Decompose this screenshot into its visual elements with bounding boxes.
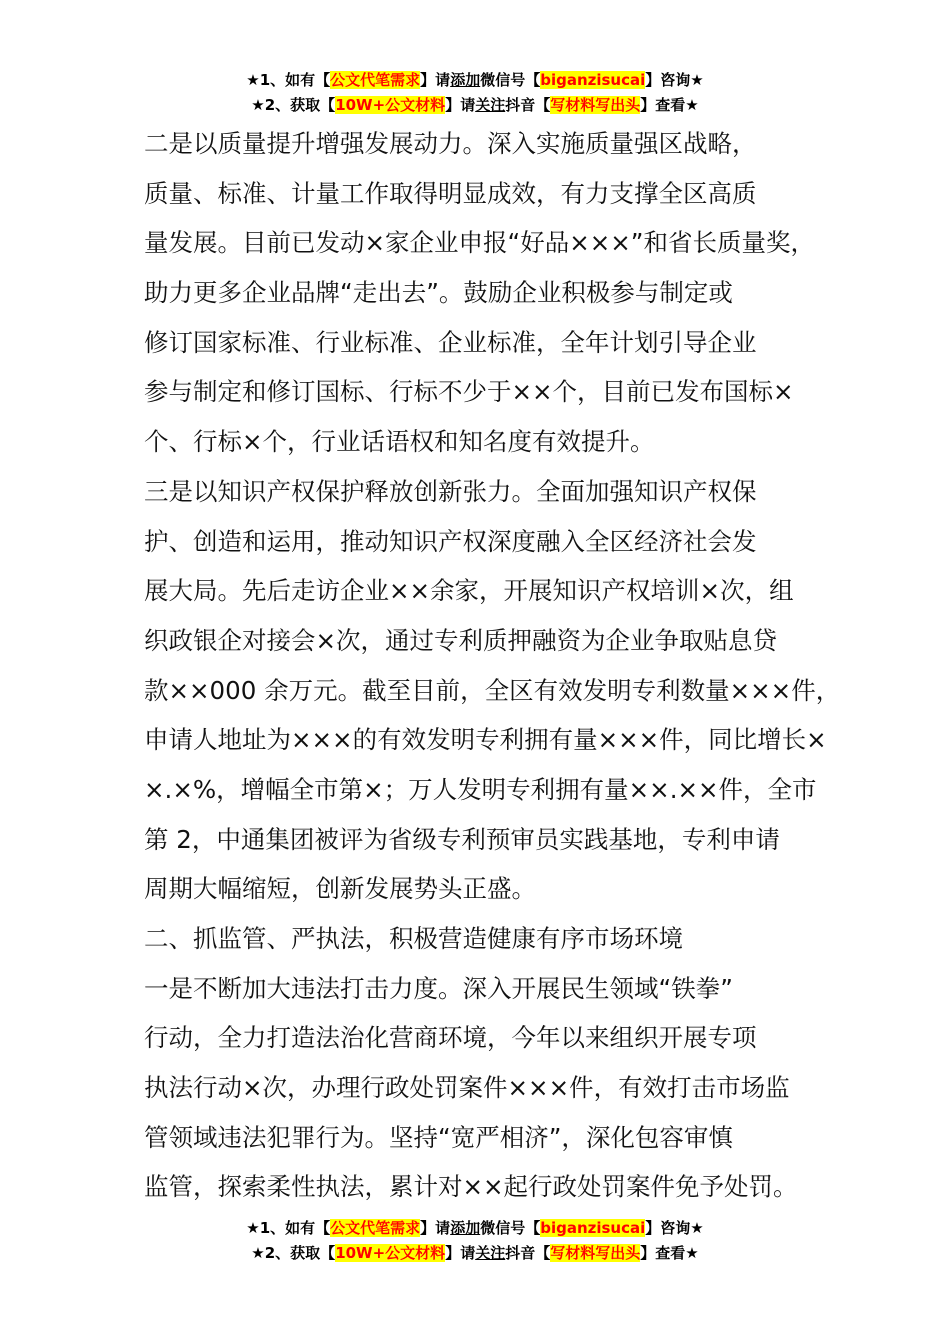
promo-underlined: 添加 <box>450 1219 481 1237</box>
promo-text: 微信号【 <box>480 71 541 89</box>
promo-highlight: biganzisucai <box>540 71 646 89</box>
promo-highlight: 10W+公文材料 <box>335 96 446 114</box>
text-line: 助力更多企业品牌“走出去”。鼓励企业积极参与制定或 <box>144 278 733 308</box>
promo-highlight: 写材料写出头 <box>550 1244 641 1262</box>
promo-text: 】咨询★ <box>645 1219 704 1237</box>
text-line: 个、行标×个，行业话语权和知名度有效提升。 <box>144 427 655 457</box>
promo-text: 抖音【 <box>505 96 551 114</box>
promo-text: 】查看★ <box>640 1244 699 1262</box>
text-line: 展大局。先后走访企业××余家，开展知识产权培训×次，组 <box>144 576 794 606</box>
promo-text: ★1、如有【 <box>246 71 331 89</box>
promo-text: 】请 <box>420 1219 451 1237</box>
bottom-promo-banner <box>0 1216 950 1266</box>
promo-highlight: 公文代笔需求 <box>330 1219 421 1237</box>
text-line: 一是不断加大违法打击力度。深入开展民生领域“铁拳” <box>144 973 733 1003</box>
promo-text: 抖音【 <box>505 1244 551 1262</box>
promo-line-2 <box>0 1241 950 1266</box>
promo-text: 】请 <box>445 1244 476 1262</box>
text-line: 管领域违法犯罪行为。坚持“宽严相济”，深化包容审慎 <box>144 1122 733 1152</box>
text-line: 周期大幅缩短，创新发展势头正盛。 <box>144 874 536 904</box>
promo-underlined: 关注 <box>475 96 506 114</box>
promo-text: 】请 <box>420 71 451 89</box>
text-line: 申请人地址为×××的有效发明专利拥有量×××件，同比增长× <box>144 725 827 755</box>
text-line: 参与制定和修订国标、行标不少于××个，目前已发布国标× <box>144 377 794 407</box>
promo-line-1 <box>0 1216 950 1241</box>
promo-text: 】请 <box>445 96 476 114</box>
promo-text: ★2、获取【 <box>251 96 336 114</box>
text-line: 质量、标准、计量工作取得明显成效，有力支撑全区高质 <box>144 178 757 208</box>
promo-highlight: 公文代笔需求 <box>330 71 421 89</box>
section-heading: 二、抓监管、严执法，积极营造健康有序市场环境 <box>144 924 683 953</box>
document-body <box>144 119 841 1212</box>
text-line: 第 2，中通集团被评为省级专利预审员实践基地，专利申请 <box>144 824 780 854</box>
text-line: ×.×%，增幅全市第×；万人发明专利拥有量××.××件，全市 <box>144 774 817 804</box>
text-line: 三是以知识产权保护释放创新张力。全面加强知识产权保 <box>144 476 757 506</box>
promo-text: ★1、如有【 <box>246 1219 331 1237</box>
text-line: 护、创造和运用，推动知识产权深度融入全区经济社会发 <box>144 526 757 556</box>
text-line: 监管，探索柔性执法，累计对××起行政处罚案件免予处罚。 <box>144 1172 798 1202</box>
promo-underlined: 关注 <box>475 1244 506 1262</box>
promo-underlined: 添加 <box>450 71 481 89</box>
text-line: 量发展。目前已发动×家企业申报“好品×××”和省长质量奖， <box>144 228 815 258</box>
text-line: 二是以质量提升增强发展动力。深入实施质量强区战略， <box>144 129 757 158</box>
promo-line-1 <box>0 68 950 93</box>
promo-highlight: 10W+公文材料 <box>335 1244 446 1262</box>
text-line: 执法行动×次，办理行政处罚案件×××件，有效打击市场监 <box>144 1073 790 1103</box>
text-line: 修订国家标准、行业标准、企业标准，全年计划引导企业 <box>144 327 757 357</box>
text-line: 款××000 余万元。截至目前，全区有效发明专利数量×××件， <box>144 675 841 705</box>
promo-text: 】咨询★ <box>645 71 704 89</box>
promo-text: ★2、获取【 <box>251 1244 336 1262</box>
promo-text: 】查看★ <box>640 96 699 114</box>
promo-highlight: biganzisucai <box>540 1219 646 1237</box>
text-line: 织政银企对接会×次，通过专利质押融资为企业争取贴息贷 <box>144 625 778 655</box>
top-promo-banner <box>0 68 950 118</box>
promo-highlight: 写材料写出头 <box>550 96 641 114</box>
promo-text: 微信号【 <box>480 1219 541 1237</box>
text-line: 行动，全力打造法治化营商环境，今年以来组织开展专项 <box>144 1023 757 1053</box>
promo-line-2 <box>0 93 950 118</box>
